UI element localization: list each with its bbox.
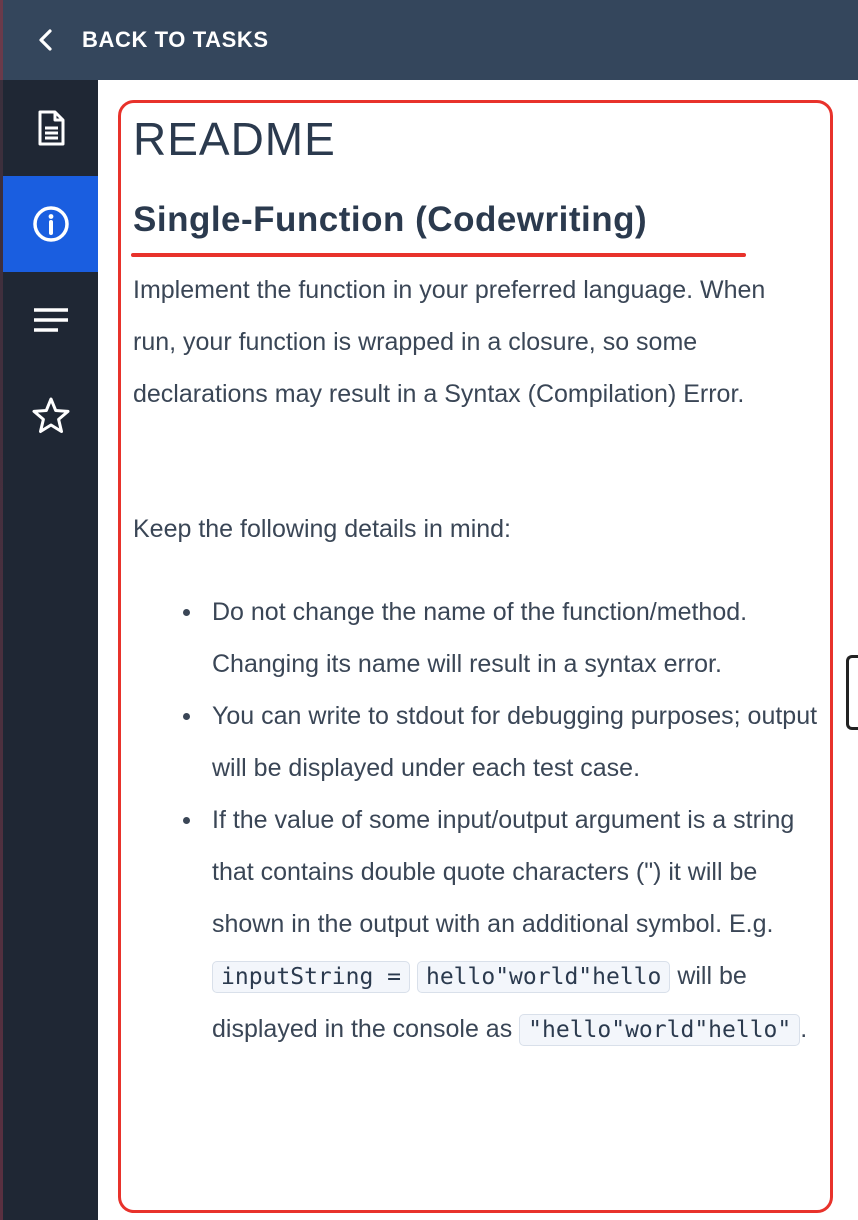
code-snippet: inputString = — [212, 961, 410, 993]
intro-paragraph: Implement the function in your preferred language. When run, your function is wrapped in a closure, so some declarations may result in a Syntax (Compilation) Error. — [133, 276, 766, 408]
star-icon — [31, 396, 71, 436]
code-snippet: "hello"world"hello" — [519, 1014, 800, 1046]
sidebar-item-list[interactable] — [3, 272, 98, 368]
details-heading: Keep the following details in mind: — [133, 515, 512, 543]
document-icon — [31, 108, 71, 148]
sidebar — [0, 80, 98, 1220]
window-edge — [0, 0, 3, 80]
readme-title: README — [133, 113, 336, 165]
code-snippet: hello"world"hello — [417, 961, 670, 993]
list-item-text: . — [800, 1015, 808, 1043]
task-type-heading: Single-Function (Codewriting) — [133, 200, 648, 239]
list-item-text: will be displayed in the console as — [212, 962, 747, 1043]
chevron-left-icon — [36, 28, 56, 52]
sidebar-item-info[interactable] — [3, 176, 98, 272]
scroll-handle[interactable] — [846, 655, 858, 730]
lines-icon — [31, 300, 71, 340]
list-item: Do not change the name of the function/method. Changing its name will result in a syntax error. — [133, 586, 823, 690]
list-item-text: If the value of some input/output argument is a string that contains double quote characters (") it will be shown in the output with an additional symbol. E.g. — [212, 806, 795, 938]
back-to-tasks-button[interactable] — [0, 0, 269, 80]
top-bar — [0, 0, 858, 80]
list-item: You can write to stdout for debugging purposes; output will be displayed under each test case. — [133, 690, 823, 794]
sidebar-item-document[interactable] — [3, 80, 98, 176]
info-icon — [31, 204, 71, 244]
back-to-tasks-label: BACK TO TASKS — [82, 27, 269, 52]
list-item — [133, 794, 823, 1056]
heading-underline-annotation — [131, 253, 746, 257]
sidebar-item-favorites[interactable] — [3, 368, 98, 464]
details-list — [133, 586, 823, 1056]
